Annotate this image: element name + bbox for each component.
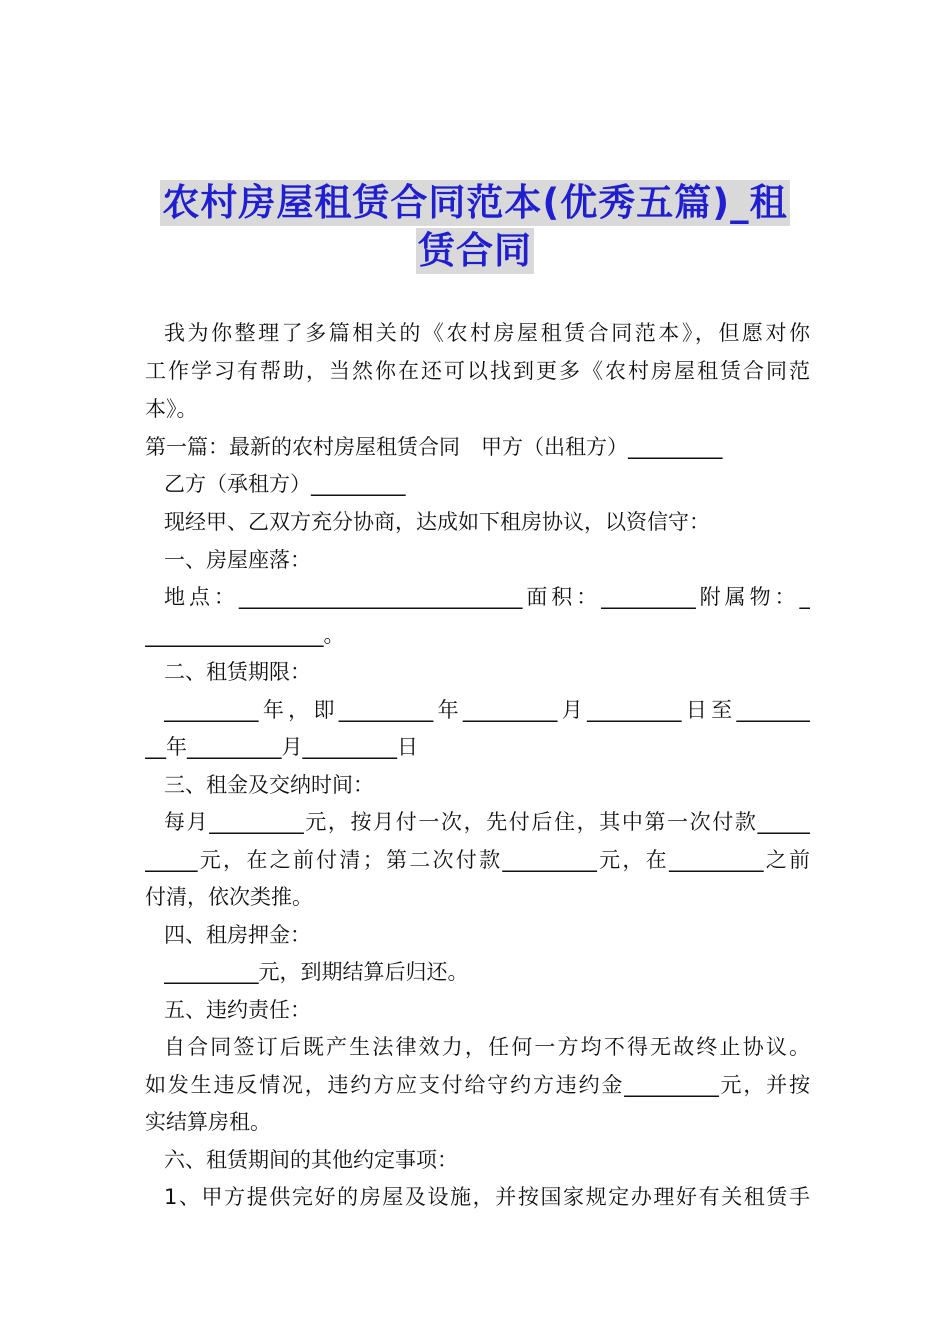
clause-3-heading: 三、租金及交纳时间：	[164, 773, 374, 797]
clause-1-heading: 一、房屋座落：	[164, 548, 311, 572]
section-1-heading: 第一篇：最新的农村房屋租赁合同 甲方（出租方）_________	[145, 435, 723, 459]
clause-5-heading: 五、违约责任：	[164, 998, 311, 1022]
clause-6-heading: 六、租赁期间的其他约定事项：	[164, 1148, 458, 1172]
clause-4-heading: 四、租房押金：	[164, 923, 311, 947]
breach-line-2: 如发生违反情况，违约方应支付给守约方违约金_________元，并按	[145, 1073, 810, 1097]
intro-line-1: 我为你整理了多篇相关的《农村房屋租赁合同范本》，但愿对你	[164, 321, 810, 345]
term-line: _________年，即_________年_________月_________日至_______	[164, 698, 810, 722]
agreement-line: 现经甲、乙双方充分协商，达成如下租房协议，以资信守：	[164, 510, 710, 534]
location-line: 地点：___________________________面积：_________附属物：_	[164, 585, 810, 609]
title-line-1-wrap	[0, 180, 950, 226]
location-line-cont: _________________。	[145, 623, 345, 647]
intro-line-2: 工作学习有帮助，当然你在还可以找到更多《农村房屋租赁合同范	[145, 359, 810, 383]
rent-line-2: _____元，在之前付清；第二次付款_________元，在_________之前	[145, 848, 810, 872]
term-line-cont: __年_________月_________日	[145, 735, 418, 759]
rent-line-3: 付清，依次类推。	[145, 885, 313, 909]
breach-line-3: 实结算房租。	[145, 1110, 271, 1134]
other-terms-line-1: 1、甲方提供完好的房屋及设施，并按国家规定办理好有关租赁手	[164, 1185, 810, 1209]
party-b-line: 乙方（承租方）_________	[164, 472, 406, 496]
document-title-line-1: 农村房屋租赁合同范本(优秀五篇)_租	[162, 181, 788, 224]
clause-2-heading: 二、租赁期限：	[164, 660, 311, 684]
breach-line-1: 自合同签订后既产生法律效力，任何一方均不得无故终止协议。	[164, 1035, 810, 1059]
deposit-line: _________元，到期结算后归还。	[164, 960, 469, 984]
rent-line-1: 每月_________元，按月付一次，先付后住，其中第一次付款_____	[164, 810, 810, 834]
title-line-2-wrap	[0, 228, 950, 274]
document-title-line-2: 赁合同	[418, 229, 532, 272]
intro-line-3: 本》。	[145, 397, 198, 421]
